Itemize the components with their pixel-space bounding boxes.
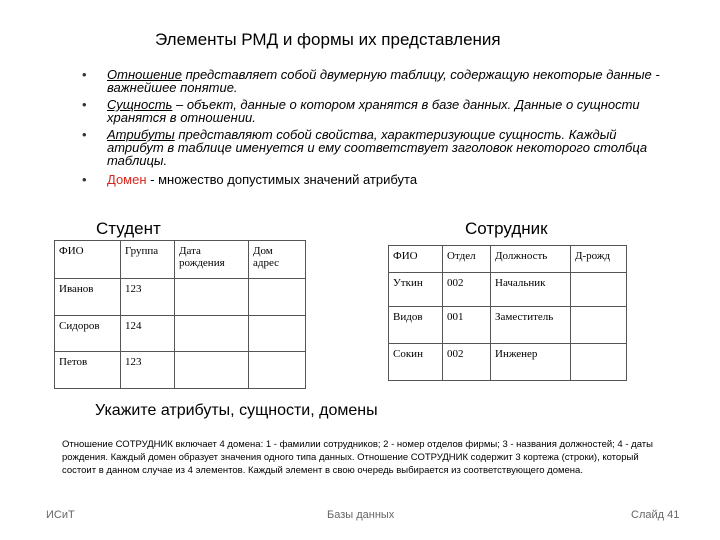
table-cell: Заместитель: [491, 307, 571, 344]
table-cell: Инженер: [491, 344, 571, 381]
table-cell: 124: [121, 316, 175, 352]
table-cell: Видов: [389, 307, 443, 344]
table-cell: [175, 316, 249, 352]
term-relation: Отношение: [107, 67, 182, 82]
term-entity: Сущность: [107, 97, 173, 112]
employee-header-cell: ФИО: [389, 246, 443, 273]
student-table: [54, 240, 306, 389]
table-cell: [571, 273, 627, 307]
bullet-entity: [80, 98, 660, 124]
employee-header-row: [389, 246, 627, 273]
student-header-cell: Группа: [121, 241, 175, 279]
table-row: [389, 344, 627, 381]
table-cell: [249, 352, 306, 389]
table-row: [389, 307, 627, 344]
table-cell: [175, 279, 249, 316]
table-cell: 001: [443, 307, 491, 344]
table-cell: 123: [121, 352, 175, 389]
table-row: [55, 316, 306, 352]
student-header-cell: ФИО: [55, 241, 121, 279]
student-header-cell: Дом адрес: [249, 241, 306, 279]
definition-list: [80, 68, 660, 190]
table-cell: Уткин: [389, 273, 443, 307]
bullet-relation: [80, 68, 660, 94]
student-header-row: [55, 241, 306, 279]
table-cell: [249, 279, 306, 316]
term-attributes: Атрибуты: [107, 127, 175, 142]
table-row: [55, 279, 306, 316]
table-cell: Начальник: [491, 273, 571, 307]
footer-slide-number: Слайд 41: [631, 509, 680, 521]
bullet-entity-text: – объект, данные о котором хранятся в базе данных. Данные о сущности хранятся в отношении.: [107, 97, 640, 125]
bullet-domain-text: - множество допустимых значений атрибута: [146, 172, 418, 187]
table-cell: 002: [443, 344, 491, 381]
term-domain: Домен: [107, 172, 147, 187]
employee-table: [388, 245, 627, 381]
table-cell: Петов: [55, 352, 121, 389]
table-cell: Иванов: [55, 279, 121, 316]
table-row: [55, 352, 306, 389]
bullet-attributes-text: представляют собой свойства, характеризующие сущность. Каждый атрибут в таблице именуется и ему соответствует заголовок некоторого столбца таблицы.: [107, 127, 648, 168]
slide-title: Элементы РМД и формы их представления: [155, 30, 501, 49]
table-row: [389, 273, 627, 307]
table-cell: 002: [443, 273, 491, 307]
task-prompt: Укажите атрибуты, сущности, домены: [95, 402, 378, 419]
table-cell: Сидоров: [55, 316, 121, 352]
table-cell: [571, 307, 627, 344]
bullet-attributes: [80, 128, 660, 167]
table-cell: [175, 352, 249, 389]
footer-left: ИСиТ: [46, 509, 75, 521]
employee-header-cell: Отдел: [443, 246, 491, 273]
table-cell: [571, 344, 627, 381]
bullet-domain: [80, 173, 660, 186]
employee-label: Сотрудник: [465, 219, 548, 238]
explanation-paragraph: Отношение СОТРУДНИК включает 4 домена: 1 - фамилии сотрудников; 2 - номер отделов фирмы; 3 - названия должностей; 4 - даты рождения. Каждый домен образует значения одного типа данных. Отношение СОТРУДНИК содержит 3 кортежа (строки), который состоит в данном случае из 4 элементов. Каждый элемент в свою очередь выбирается из соответствующего домена.: [62, 439, 653, 476]
student-label: Студент: [96, 219, 161, 238]
footer-center: Базы данных: [327, 509, 395, 521]
table-cell: [249, 316, 306, 352]
employee-header-cell: Д-рожд: [571, 246, 627, 273]
employee-header-cell: Должность: [491, 246, 571, 273]
student-header-cell: Дата рождения: [175, 241, 249, 279]
table-cell: 123: [121, 279, 175, 316]
table-cell: Сокин: [389, 344, 443, 381]
bullet-relation-text: представляет собой двумерную таблицу, содержащую некоторые данные - важнейшее понятие.: [107, 67, 660, 95]
